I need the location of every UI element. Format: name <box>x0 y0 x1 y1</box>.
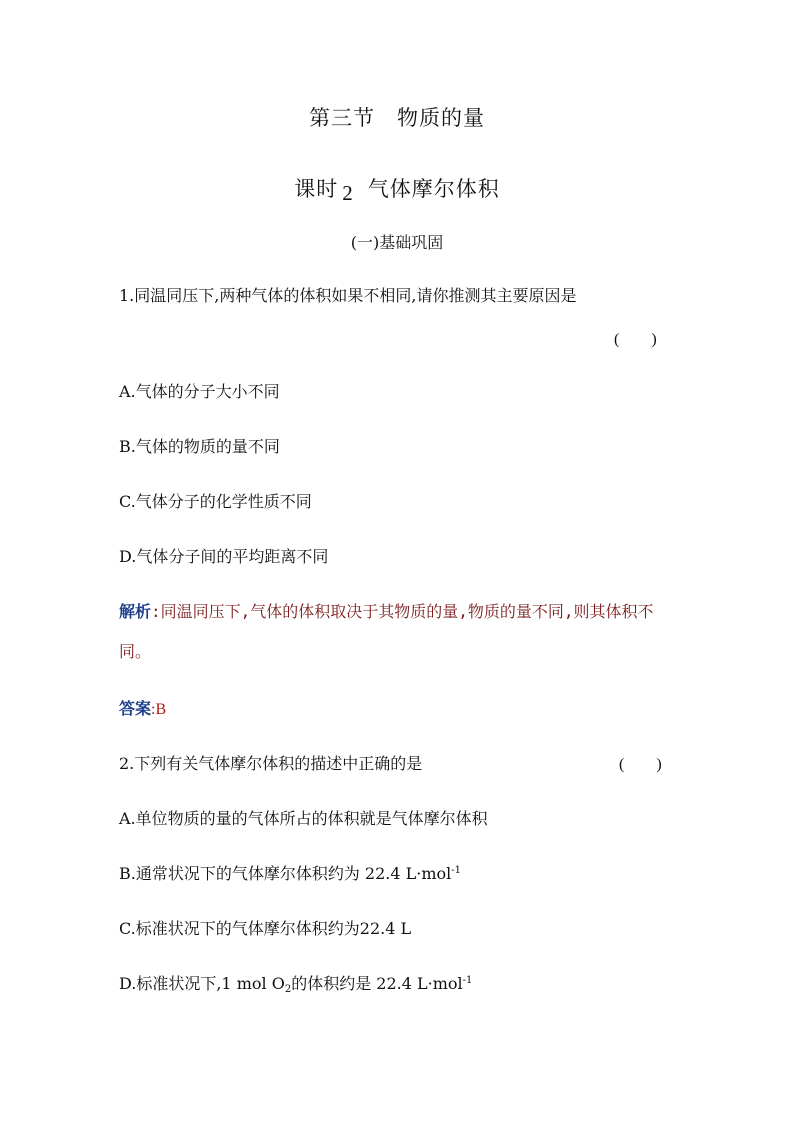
q2-option-b <box>119 861 461 884</box>
lesson-title: 气体摩尔体积 <box>367 177 500 201</box>
q2-option-a: A.单位物质的量的气体所占的体积就是气体摩尔体积 <box>119 809 488 828</box>
q2-option-b-text: B.通常状况下的气体摩尔体积约为 22.4 L·mol <box>119 864 452 883</box>
q1-option-d: D.气体分子间的平均距离不同 <box>119 547 329 566</box>
q1-answer <box>119 696 166 719</box>
q1-stem: 1.同温同压下,两种气体的体积如果不相同,请你推测其主要原因是 <box>119 286 577 305</box>
q2-option-b-exponent: -1 <box>451 865 462 876</box>
lesson-number: 2 <box>342 181 354 205</box>
q1-option-c: C.气体分子的化学性质不同 <box>119 492 312 511</box>
lesson-prefix: 课时 <box>294 177 339 201</box>
q2-option-d-mid: 的体积约是 22.4 L·mol <box>291 974 463 993</box>
q2-option-d-pre: D.标准状况下,1 mol O <box>119 974 285 993</box>
answer-value: :B <box>151 701 167 718</box>
lesson-title-line <box>0 173 794 203</box>
q1-option-a: A.气体的分子大小不同 <box>119 382 280 401</box>
section-title: 第三节 物质的量 <box>309 106 485 130</box>
analysis-text: :同温同压下,气体的体积取决于其物质的量,物质的量不同,则其体积不同。 <box>119 602 654 661</box>
q2-option-d <box>119 971 472 995</box>
q2-option-c: C.标准状况下的气体摩尔体积约为22.4 L <box>119 919 412 938</box>
answer-label: 答案 <box>119 699 152 718</box>
q1-answer-paren: ( ) <box>614 331 657 348</box>
q2-option-d-subscript: 2 <box>284 984 292 995</box>
q2-option-d-exponent: -1 <box>462 975 473 986</box>
q2-answer-paren: ( ) <box>619 756 662 773</box>
analysis-label: 解析 <box>119 602 152 621</box>
q1-analysis <box>119 592 674 672</box>
q1-option-b: B.气体的物质的量不同 <box>119 437 280 456</box>
q2-stem: 2.下列有关气体摩尔体积的描述中正确的是 <box>119 754 423 773</box>
subsection-heading: (一)基础巩固 <box>350 233 444 252</box>
